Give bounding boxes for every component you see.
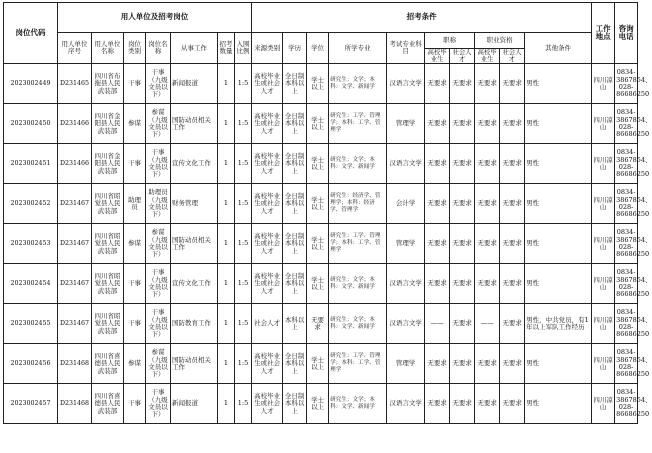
cell-source: 高校毕业生或社会人才 bbox=[252, 224, 283, 264]
cell-qual-hs: —— bbox=[475, 304, 500, 344]
cell-exam-subject: 汉语言文学 bbox=[387, 264, 425, 304]
cell-phone: 0834-3867854、028-86686250 bbox=[615, 184, 638, 224]
cell-degree: 学士以上 bbox=[307, 64, 329, 104]
cell-other: 男性 bbox=[525, 264, 592, 304]
cell-source: 高校毕业生或社会人才 bbox=[252, 104, 283, 144]
table-row bbox=[4, 104, 638, 144]
cell-phone: 0834-3867854、028-86686250 bbox=[615, 144, 638, 184]
cell-major: 研究生：工学、管理学；本科：工学、管理学 bbox=[329, 224, 387, 264]
cell-post-category: 助理员 bbox=[124, 184, 146, 224]
header-education: 学历 bbox=[283, 33, 307, 64]
cell-exam-subject: 管理学 bbox=[387, 344, 425, 384]
cell-post-code: 2023002450 bbox=[4, 104, 58, 144]
cell-location: 四川凉山 bbox=[592, 64, 615, 104]
cell-title-so: 无要求 bbox=[450, 304, 475, 344]
cell-quota: 1 bbox=[218, 224, 235, 264]
cell-qual-so: 无要求 bbox=[500, 224, 525, 264]
cell-qual-so: 无要求 bbox=[500, 304, 525, 344]
header-source: 来源类别 bbox=[252, 33, 283, 64]
cell-employer-name: 四川省金阳县人民武装部 bbox=[92, 104, 124, 144]
cell-post-code: 2023002457 bbox=[4, 384, 58, 424]
cell-major: 研究生：文学；本科：文学、新闻学 bbox=[329, 64, 387, 104]
cell-title-hs: —— bbox=[425, 304, 450, 344]
cell-ratio: 1:5 bbox=[235, 184, 252, 224]
cell-qual-so: 无要求 bbox=[500, 104, 525, 144]
cell-employer-name: 四川省布拖县人民武装部 bbox=[92, 64, 124, 104]
cell-title-so: 无要求 bbox=[450, 184, 475, 224]
cell-location: 四川凉山 bbox=[592, 264, 615, 304]
cell-post-category: 参谋 bbox=[124, 104, 146, 144]
cell-other: 男性 bbox=[525, 104, 592, 144]
table-body bbox=[4, 64, 652, 424]
cell-work: 宣传文化工作 bbox=[171, 264, 218, 304]
cell-quota: 1 bbox=[218, 104, 235, 144]
cell-employer-code: D231468 bbox=[58, 384, 92, 424]
cell-work: 新闻报道 bbox=[171, 64, 218, 104]
cell-qual-hs: 无要求 bbox=[475, 104, 500, 144]
cell-quota: 1 bbox=[218, 384, 235, 424]
cell-ratio: 1:5 bbox=[235, 144, 252, 184]
cell-ratio: 1:5 bbox=[235, 64, 252, 104]
cell-title-hs: 无要求 bbox=[425, 384, 450, 424]
cell-qual-so: 无要求 bbox=[500, 344, 525, 384]
header-ratio: 入围比例 bbox=[235, 33, 252, 64]
cell-degree: 学士以上 bbox=[307, 144, 329, 184]
cell-other: 男性 bbox=[525, 64, 592, 104]
header-post-code: 岗位代码 bbox=[4, 3, 58, 64]
cell-degree: 学士以上 bbox=[307, 184, 329, 224]
header-quota: 招考数量 bbox=[218, 33, 235, 64]
cell-post-name: 干事（九级文员以下） bbox=[146, 264, 171, 304]
cell-source: 高校毕业生或社会人才 bbox=[252, 184, 283, 224]
cell-employer-code: D231467 bbox=[58, 184, 92, 224]
header-post-name: 岗位名称 bbox=[146, 33, 171, 64]
cell-education: 全日制本科以上 bbox=[283, 64, 307, 104]
cell-degree: 学士以上 bbox=[307, 264, 329, 304]
cell-other: 男性 bbox=[525, 344, 592, 384]
cell-ratio: 1:5 bbox=[235, 104, 252, 144]
header-title-group: 职称 bbox=[425, 33, 475, 49]
header-other: 其他条件 bbox=[525, 33, 592, 64]
cell-source: 高校毕业生或社会人才 bbox=[252, 384, 283, 424]
cell-title-so: 无要求 bbox=[450, 144, 475, 184]
cell-post-category: 干事 bbox=[124, 144, 146, 184]
cell-quota: 1 bbox=[218, 264, 235, 304]
cell-employer-code: D231468 bbox=[58, 344, 92, 384]
cell-employer-name: 四川省昭觉县人民武装部 bbox=[92, 304, 124, 344]
cell-title-hs: 无要求 bbox=[425, 344, 450, 384]
cell-post-code: 2023002456 bbox=[4, 344, 58, 384]
header-qualification-group: 职业资格 bbox=[475, 33, 525, 49]
cell-phone: 0834-3867854、028-86686250 bbox=[615, 104, 638, 144]
cell-ratio: 1:5 bbox=[235, 384, 252, 424]
cell-qual-so: 无要求 bbox=[500, 384, 525, 424]
cell-work: 国防动员相关工作 bbox=[171, 104, 218, 144]
cell-work: 国防动员相关工作 bbox=[171, 224, 218, 264]
cell-exam-subject: 会计学 bbox=[387, 184, 425, 224]
cell-phone: 0834-3867854、028-86686250 bbox=[615, 344, 638, 384]
cell-post-code: 2023002452 bbox=[4, 184, 58, 224]
header-work: 从事工作 bbox=[171, 33, 218, 64]
cell-degree: 学士以上 bbox=[307, 104, 329, 144]
header-post-category: 岗位类别 bbox=[124, 33, 146, 64]
cell-location: 四川凉山 bbox=[592, 184, 615, 224]
cell-post-name: 干事（九级文员以下） bbox=[146, 304, 171, 344]
header-employer-name: 用人单位名称 bbox=[92, 33, 124, 64]
cell-phone: 0834-3867854、028-86686250 bbox=[615, 64, 638, 104]
header-phone: 咨询电话 bbox=[615, 3, 638, 64]
cell-ratio: 1:5 bbox=[235, 304, 252, 344]
cell-education: 全日制本科以上 bbox=[283, 264, 307, 304]
cell-education: 全日制本科以上 bbox=[283, 144, 307, 184]
table-row bbox=[4, 264, 638, 304]
cell-degree: 学士以上 bbox=[307, 224, 329, 264]
cell-education: 全日制本科以上 bbox=[283, 224, 307, 264]
header-exam-subject: 考试专业科目 bbox=[387, 33, 425, 64]
cell-exam-subject: 汉语言文学 bbox=[387, 64, 425, 104]
cell-source: 高校毕业生或社会人才 bbox=[252, 344, 283, 384]
cell-major: 研究生：工学、管理学；本科：工学、管理学 bbox=[329, 344, 387, 384]
cell-major: 研究生：文学；本科：文学、新闻学 bbox=[329, 264, 387, 304]
cell-education: 全日制本科以上 bbox=[283, 184, 307, 224]
cell-other: 男性 bbox=[525, 384, 592, 424]
header-major: 所学专业 bbox=[329, 33, 387, 64]
cell-post-code: 2023002453 bbox=[4, 224, 58, 264]
cell-phone: 0834-3867854、028-86686250 bbox=[615, 304, 638, 344]
cell-post-name: 助理员（九级文员以下） bbox=[146, 184, 171, 224]
cell-post-category: 干事 bbox=[124, 64, 146, 104]
cell-qual-hs: 无要求 bbox=[475, 264, 500, 304]
cell-post-category: 参谋 bbox=[124, 344, 146, 384]
cell-work: 财务管理 bbox=[171, 184, 218, 224]
cell-title-hs: 无要求 bbox=[425, 184, 450, 224]
table-row bbox=[4, 144, 638, 184]
cell-quota: 1 bbox=[218, 144, 235, 184]
cell-other: 男性 bbox=[525, 224, 592, 264]
cell-ratio: 1:5 bbox=[235, 344, 252, 384]
cell-ratio: 1:5 bbox=[235, 224, 252, 264]
cell-title-so: 无要求 bbox=[450, 344, 475, 384]
cell-post-name: 干事（九级文员以下） bbox=[146, 64, 171, 104]
cell-major: 研究生：文学；本科：文学、新闻学 bbox=[329, 144, 387, 184]
cell-education: 全日制本科以上 bbox=[283, 104, 307, 144]
cell-location: 四川凉山 bbox=[592, 344, 615, 384]
cell-exam-subject: 汉语言文学 bbox=[387, 384, 425, 424]
table-row bbox=[4, 304, 638, 344]
recruitment-table bbox=[3, 2, 652, 424]
cell-title-hs: 无要求 bbox=[425, 264, 450, 304]
cell-qual-hs: 无要求 bbox=[475, 64, 500, 104]
cell-major: 研究生：文学；本科：文学、新闻学 bbox=[329, 384, 387, 424]
header-qual-so: 社会人才 bbox=[500, 49, 525, 64]
cell-other: 男性，中共党员，有1年以上军队工作经历 bbox=[525, 304, 592, 344]
cell-post-name: 参谋（九级文员以下） bbox=[146, 344, 171, 384]
cell-education: 本科以上 bbox=[283, 304, 307, 344]
cell-title-so: 无要求 bbox=[450, 64, 475, 104]
cell-qual-hs: 无要求 bbox=[475, 184, 500, 224]
cell-degree: 学士以上 bbox=[307, 384, 329, 424]
cell-employer-code: D231466 bbox=[58, 104, 92, 144]
cell-work: 新闻报道 bbox=[171, 384, 218, 424]
cell-quota: 1 bbox=[218, 304, 235, 344]
cell-post-code: 2023002449 bbox=[4, 64, 58, 104]
cell-post-category: 参谋 bbox=[124, 224, 146, 264]
cell-quota: 1 bbox=[218, 344, 235, 384]
cell-location: 四川凉山 bbox=[592, 104, 615, 144]
cell-location: 四川凉山 bbox=[592, 144, 615, 184]
cell-exam-subject: 管理学 bbox=[387, 104, 425, 144]
cell-employer-code: D231467 bbox=[58, 264, 92, 304]
header-conditions-group: 招考条件 bbox=[252, 3, 592, 33]
table-row bbox=[4, 224, 638, 264]
cell-post-name: 参谋（九级文员以下） bbox=[146, 104, 171, 144]
cell-employer-name: 四川省昭觉县人民武装部 bbox=[92, 224, 124, 264]
table-row bbox=[4, 384, 638, 424]
table-row bbox=[4, 64, 638, 104]
cell-title-so: 无要求 bbox=[450, 104, 475, 144]
header-title-so: 社会人才 bbox=[450, 49, 475, 64]
cell-title-hs: 无要求 bbox=[425, 104, 450, 144]
cell-work: 国防动员相关工作 bbox=[171, 344, 218, 384]
cell-post-code: 2023002451 bbox=[4, 144, 58, 184]
cell-qual-hs: 无要求 bbox=[475, 344, 500, 384]
cell-employer-name: 四川省喜德县人民武装部 bbox=[92, 344, 124, 384]
cell-location: 四川凉山 bbox=[592, 384, 615, 424]
cell-title-so: 无要求 bbox=[450, 224, 475, 264]
cell-exam-subject: 管理学 bbox=[387, 224, 425, 264]
header-employer-group: 用人单位及招考岗位 bbox=[58, 3, 252, 33]
cell-phone: 0834-3867854、028-86686250 bbox=[615, 384, 638, 424]
cell-post-name: 参谋（九级文员以下） bbox=[146, 224, 171, 264]
cell-exam-subject: 汉语言文学 bbox=[387, 144, 425, 184]
cell-post-category: 干事 bbox=[124, 384, 146, 424]
cell-qual-hs: 无要求 bbox=[475, 144, 500, 184]
cell-employer-name: 四川省金阳县人民武装部 bbox=[92, 144, 124, 184]
cell-title-hs: 无要求 bbox=[425, 224, 450, 264]
cell-post-code: 2023002454 bbox=[4, 264, 58, 304]
cell-source: 社会人才 bbox=[252, 304, 283, 344]
cell-major: 研究生：文学；本科：文学、新闻学 bbox=[329, 304, 387, 344]
cell-post-name: 干事（九级文员以下） bbox=[146, 384, 171, 424]
header-employer-code: 用人单位序号 bbox=[58, 33, 92, 64]
cell-post-code: 2023002455 bbox=[4, 304, 58, 344]
cell-title-hs: 无要求 bbox=[425, 64, 450, 104]
cell-other: 男性 bbox=[525, 144, 592, 184]
cell-phone: 0834-3867854、028-86686250 bbox=[615, 264, 638, 304]
cell-title-so: 无要求 bbox=[450, 264, 475, 304]
header-location: 工作地点 bbox=[592, 3, 615, 64]
cell-quota: 1 bbox=[218, 64, 235, 104]
cell-qual-hs: 无要求 bbox=[475, 224, 500, 264]
cell-major: 研究生：工学、管理学；本科：工学、管理学 bbox=[329, 104, 387, 144]
cell-location: 四川凉山 bbox=[592, 304, 615, 344]
cell-degree: 无要求 bbox=[307, 304, 329, 344]
cell-qual-so: 无要求 bbox=[500, 144, 525, 184]
cell-source: 高校毕业生或社会人才 bbox=[252, 144, 283, 184]
cell-post-category: 干事 bbox=[124, 264, 146, 304]
cell-employer-name: 四川省喜德县人民武装部 bbox=[92, 384, 124, 424]
table-row bbox=[4, 184, 638, 224]
cell-employer-name: 四川省昭觉县人民武装部 bbox=[92, 264, 124, 304]
table-row bbox=[4, 344, 638, 384]
cell-exam-subject: 汉语言文学 bbox=[387, 304, 425, 344]
cell-degree: 学士以上 bbox=[307, 344, 329, 384]
header-degree: 学位 bbox=[307, 33, 329, 64]
cell-employer-name: 四川省昭觉县人民武装部 bbox=[92, 184, 124, 224]
header-title-hs: 高校毕业生 bbox=[425, 49, 450, 64]
cell-qual-hs: 无要求 bbox=[475, 384, 500, 424]
cell-quota: 1 bbox=[218, 184, 235, 224]
cell-post-category: 干事 bbox=[124, 304, 146, 344]
cell-phone: 0834-3867854、028-86686250 bbox=[615, 224, 638, 264]
cell-qual-so: 无要求 bbox=[500, 264, 525, 304]
cell-source: 高校毕业生或社会人才 bbox=[252, 64, 283, 104]
cell-employer-code: D231467 bbox=[58, 224, 92, 264]
cell-ratio: 1:5 bbox=[235, 264, 252, 304]
header-qual-hs: 高校毕业生 bbox=[475, 49, 500, 64]
cell-title-hs: 无要求 bbox=[425, 144, 450, 184]
cell-qual-so: 无要求 bbox=[500, 184, 525, 224]
cell-employer-code: D231467 bbox=[58, 304, 92, 344]
cell-employer-code: D231466 bbox=[58, 144, 92, 184]
cell-post-name: 干事（九级文员以下） bbox=[146, 144, 171, 184]
cell-work: 宣传文化工作 bbox=[171, 144, 218, 184]
cell-qual-so: 无要求 bbox=[500, 64, 525, 104]
cell-education: 全日制本科以上 bbox=[283, 384, 307, 424]
cell-major: 研究生：经济学、管理学；本科：经济学、管理学 bbox=[329, 184, 387, 224]
cell-title-so: 无要求 bbox=[450, 384, 475, 424]
cell-work: 国防教育工作 bbox=[171, 304, 218, 344]
cell-education: 全日制本科以上 bbox=[283, 344, 307, 384]
cell-employer-code: D231465 bbox=[58, 64, 92, 104]
cell-other: 男性 bbox=[525, 184, 592, 224]
cell-location: 四川凉山 bbox=[592, 224, 615, 264]
cell-source: 高校毕业生或社会人才 bbox=[252, 264, 283, 304]
